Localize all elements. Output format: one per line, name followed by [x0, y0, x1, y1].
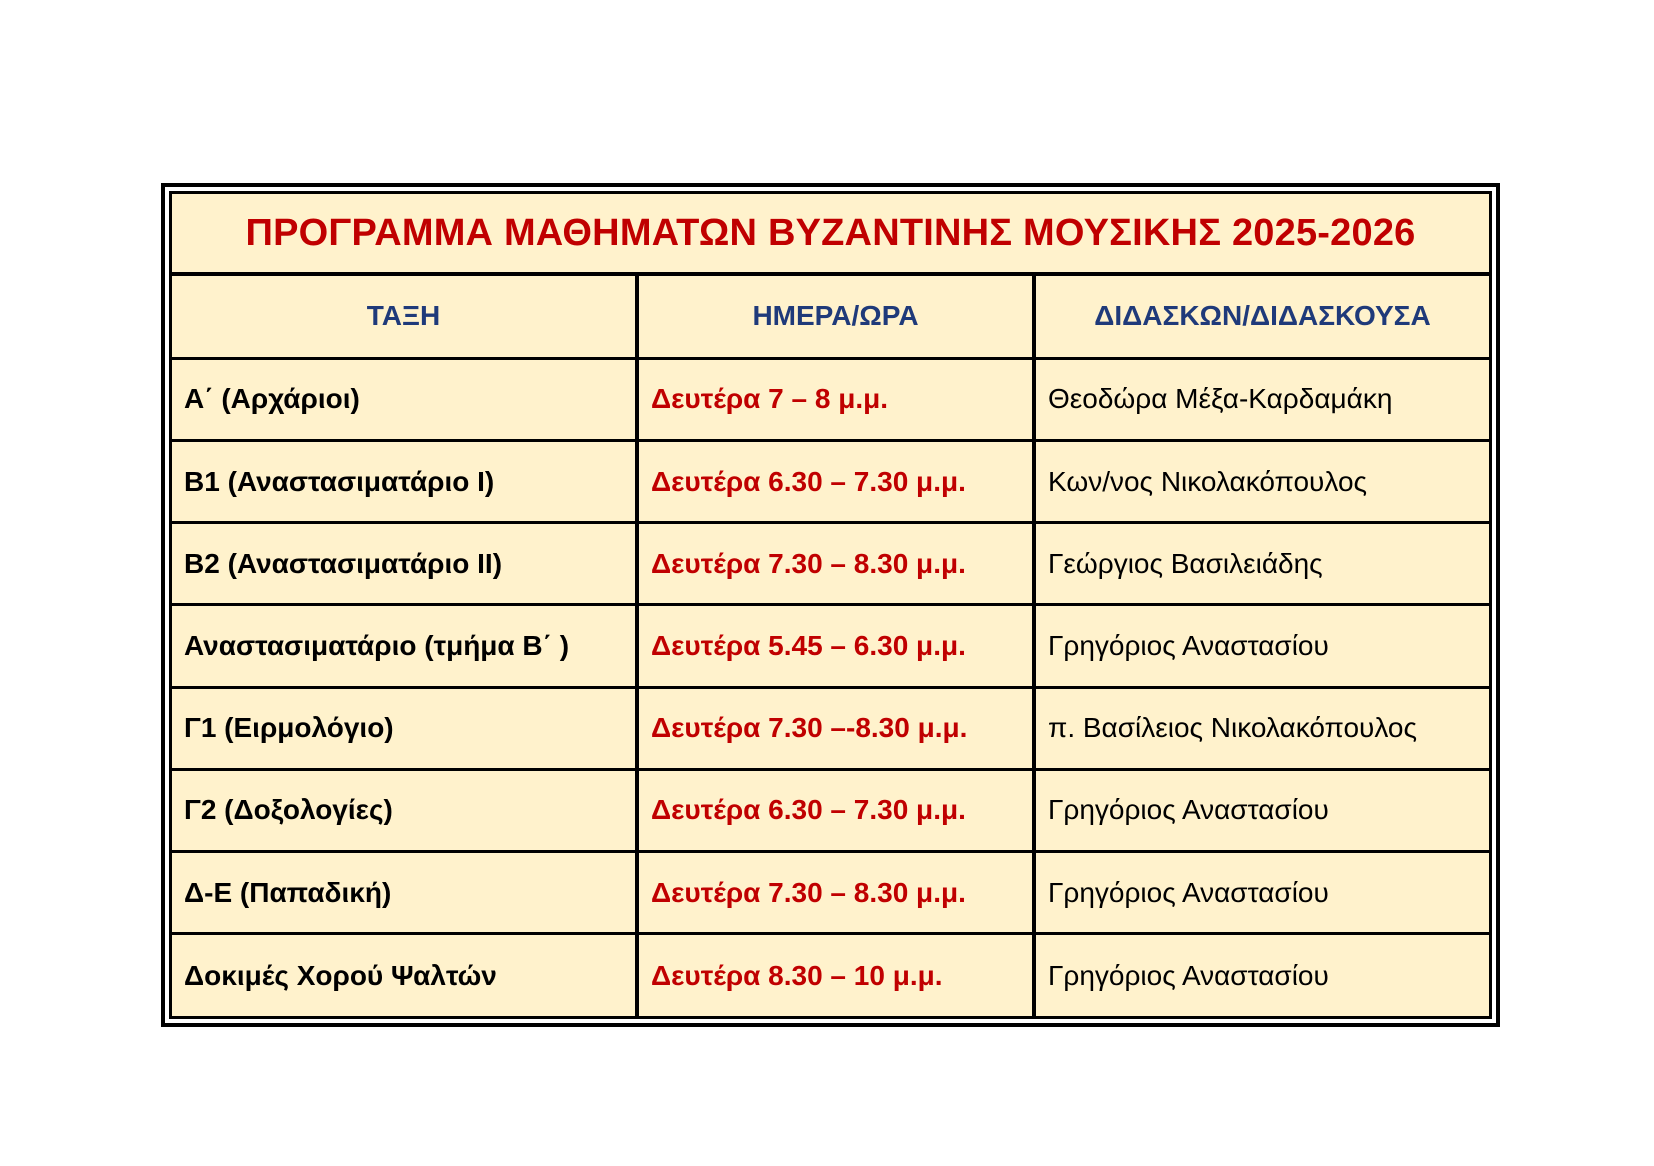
teacher-cell: Γρηγόριος Αναστασίου	[1034, 852, 1489, 934]
class-cell: Γ2 (Δοξολογίες)	[172, 769, 637, 851]
header-teacher: ΔΙΔΑΣΚΩΝ/ΔΙΔΑΣΚΟΥΣΑ	[1034, 276, 1489, 358]
table-row	[172, 687, 1489, 769]
table-row	[172, 934, 1489, 1016]
table-row	[172, 523, 1489, 605]
table-row	[172, 852, 1489, 934]
class-cell: Β2 (Αναστασιματάριο ΙΙ)	[172, 523, 637, 605]
schedule-inner	[169, 191, 1492, 1019]
teacher-cell: π. Βασίλειος Νικολακόπουλος	[1034, 687, 1489, 769]
day-cell: Δευτέρα 7 – 8 μ.μ.	[637, 358, 1034, 440]
teacher-cell: Γρηγόριος Αναστασίου	[1034, 605, 1489, 687]
table-row	[172, 605, 1489, 687]
day-cell: Δευτέρα 6.30 – 7.30 μ.μ.	[637, 440, 1034, 522]
day-cell: Δευτέρα 7.30 – 8.30 μ.μ.	[637, 852, 1034, 934]
schedule-frame	[161, 183, 1500, 1027]
class-cell: Α΄ (Αρχάριοι)	[172, 358, 637, 440]
table-row	[172, 440, 1489, 522]
table-row	[172, 358, 1489, 440]
class-cell: Γ1 (Ειρμολόγιο)	[172, 687, 637, 769]
class-cell: Δ-Ε (Παπαδική)	[172, 852, 637, 934]
day-cell: Δευτέρα 7.30 –-8.30 μ.μ.	[637, 687, 1034, 769]
schedule-title: ΠΡΟΓΡΑΜΜΑ ΜΑΘΗΜΑΤΩΝ ΒΥΖΑΝΤΙΝΗΣ ΜΟΥΣΙΚΗΣ 2025-2026	[172, 194, 1489, 276]
teacher-cell: Γρηγόριος Αναστασίου	[1034, 769, 1489, 851]
teacher-cell: Γεώργιος Βασιλειάδης	[1034, 523, 1489, 605]
teacher-cell: Γρηγόριος Αναστασίου	[1034, 934, 1489, 1016]
class-cell: Δοκιμές Χορού Ψαλτών	[172, 934, 637, 1016]
day-cell: Δευτέρα 6.30 – 7.30 μ.μ.	[637, 769, 1034, 851]
day-cell: Δευτέρα 7.30 – 8.30 μ.μ.	[637, 523, 1034, 605]
header-class: ΤΑΞΗ	[172, 276, 637, 358]
schedule-table	[172, 276, 1489, 1016]
class-cell: Β1 (Αναστασιματάριο Ι)	[172, 440, 637, 522]
header-day: ΗΜΕΡΑ/ΩΡΑ	[637, 276, 1034, 358]
teacher-cell: Θεοδώρα Μέξα-Καρδαμάκη	[1034, 358, 1489, 440]
day-cell: Δευτέρα 5.45 – 6.30 μ.μ.	[637, 605, 1034, 687]
table-row	[172, 769, 1489, 851]
teacher-cell: Κων/νος Νικολακόπουλος	[1034, 440, 1489, 522]
day-cell: Δευτέρα 8.30 – 10 μ.μ.	[637, 934, 1034, 1016]
class-cell: Αναστασιματάριο (τμήμα Β΄ )	[172, 605, 637, 687]
header-row	[172, 276, 1489, 358]
